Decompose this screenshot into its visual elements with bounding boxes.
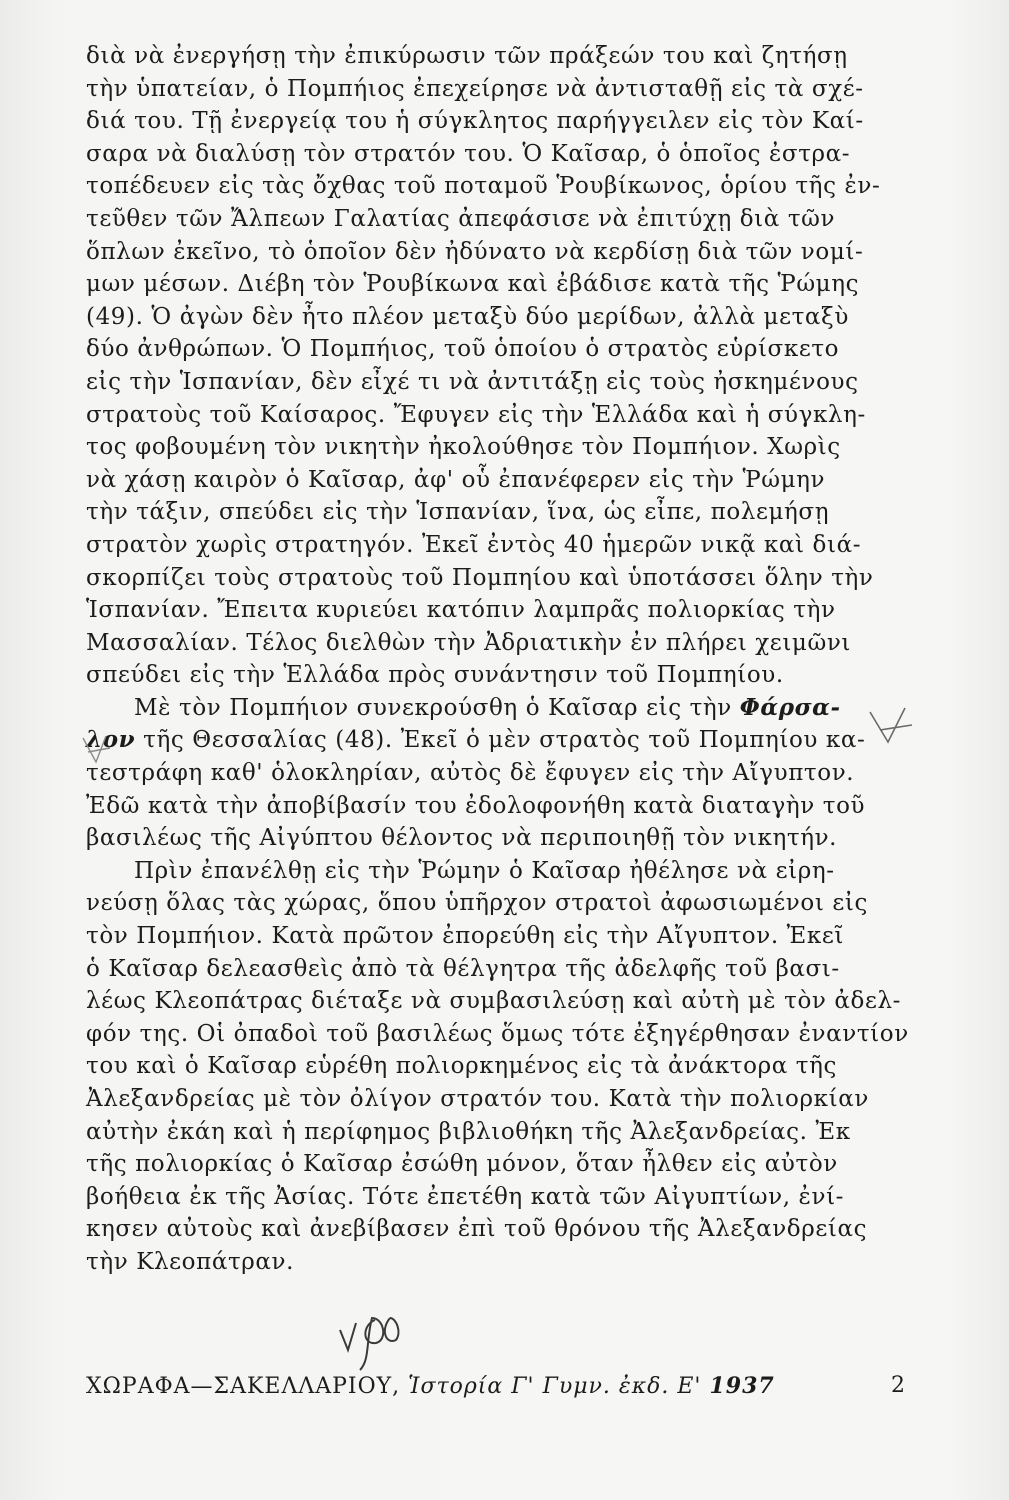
paragraph-3-line-1: Πρὶν ἐπανέλθῃ εἰς τὴν Ῥώμην ὁ Καῖσαρ ἠθέλησε νὰ εἰρη- <box>134 857 835 884</box>
text-line: νεύσῃ ὅλας τὰς χώρας, ὅπου ὑπῆρχον στρατοὶ ἀφωσιωμένοι εἰς <box>86 890 868 917</box>
footer-year: 1937 <box>709 1373 775 1399</box>
page-footer <box>86 1373 906 1399</box>
text-line: τοπέδευεν εἰς τὰς ὄχθας τοῦ ποταμοῦ Ῥουβίκωνος, ὁρίου τῆς ἐν- <box>86 173 881 200</box>
handwritten-signature-icon <box>340 1318 398 1370</box>
text-span: Μὲ τὸν Πομπήιον συνεκρούσθη ὁ Καῖσαρ εἰς τὴν <box>134 694 740 721</box>
text-line: σαρα νὰ διαλύσῃ τὸν στρατόν του. Ὁ Καῖσαρ, ὁ ὁποῖος ἐστρα- <box>86 140 851 167</box>
text-line: μων μέσων. Διέβη τὸν Ῥουβίκωνα καὶ ἐβάδισε κατὰ τῆς Ῥώμης <box>86 271 860 298</box>
text-span: τῆς Θεσσαλίας (48). Ἐκεῖ ὁ μὲν στρατὸς τοῦ Πομπηίου κα- <box>135 727 866 754</box>
text-line: φόν της. Οἱ ὀπαδοὶ τοῦ βασιλέως ὅμως τότε ἐξηγέρθησαν ἐναντίον <box>86 1020 909 1047</box>
text-line: Μασσαλίαν. Τέλος διελθὼν τὴν Ἀδριατικὴν ἐν πλήρει χειμῶνι <box>86 629 852 656</box>
text-line: του καὶ ὁ Καῖσαρ εὑρέθη πολιορκημένος εἰς τὰ ἀνάκτορα τῆς <box>86 1053 837 1080</box>
text-line: Ἱσπανίαν. Ἔπειτα κυριεύει κατόπιν λαμπρᾶς πολιορκίας τὴν <box>86 597 836 624</box>
text-line: αὐτὴν ἐκάη καὶ ἡ περίφημος βιβλιοθήκη τῆς Ἀλεξανδρείας. Ἐκ <box>86 1118 851 1145</box>
text-line: τὸν Πομπήιον. Κατὰ πρῶτον ἐπορεύθη εἰς τὴν Αἴγυπτον. Ἐκεῖ <box>86 923 844 950</box>
text-line: διὰ νὰ ἐνεργήσῃ τὴν ἐπικύρωσιν τῶν πράξεών του καὶ ζητήσῃ <box>86 43 848 69</box>
text-line: τῆς πολιορκίας ὁ Καῖσαρ ἐσώθη μόνον, ὅταν ἦλθεν εἰς αὐτὸν <box>86 1151 838 1178</box>
text-line: Ἀλεξανδρείας μὲ τὸν ὀλίγον στρατόν του. Κατὰ τὴν πολιορκίαν <box>86 1086 869 1112</box>
text-line: λέως Κλεοπάτρας διέταξε νὰ συμβασιλεύσῃ καὶ αὐτὴ μὲ τὸν ἀδελ- <box>86 988 902 1015</box>
text-line: δύο ἀνθρώπων. Ὁ Πομπήιος, τοῦ ὁποίου ὁ στρατὸς εὑρίσκετο <box>86 336 840 363</box>
text-line: στρατοὺς τοῦ Καίσαρος. Ἔφυγεν εἰς τὴν Ἑλλάδα καὶ ἡ σύγκλη- <box>86 401 866 428</box>
text-line: νὰ χάσῃ καιρὸν ὁ Καῖσαρ, ἀφ' οὗ ἐπανέφερεν εἰς τὴν Ῥώμην <box>86 466 826 493</box>
text-line: σκορπίζει τοὺς στρατοὺς τοῦ Πομπηίου καὶ ὑποτάσσει ὅλην τὴν <box>86 564 874 591</box>
text-line: τος φοβουμένη τὸν νικητὴν ἠκολούθησε τὸν Πομπήιον. Χωρὶς <box>86 434 841 461</box>
footer-reference: Ἱστορία Γ' Γυμν. ἐκδ. Ε' <box>408 1374 702 1399</box>
paragraph-2-line-1 <box>86 692 936 725</box>
text-line: τὴν ὑπατείαν, ὁ Πομπήιος ἐπεχείρησε νὰ ἀντισταθῇ εἰς τὰ σχέ- <box>86 75 864 102</box>
text-line: τεστράφη καθ' ὁλοκληρίαν, αὐτὸς δὲ ἔφυγεν εἰς τὴν Αἴγυπτον. <box>86 760 855 787</box>
text-line: κησεν αὐτοὺς καὶ ἀνεβίβασεν ἐπὶ τοῦ θρόνου τῆς Ἀλεξανδρείας <box>86 1216 868 1243</box>
text-line: Ἐδῶ κατὰ τὴν ἀποβίβασίν του ἐδολοφονήθη κατὰ διαταγὴν τοῦ <box>86 792 866 819</box>
text-line: σπεύδει εἰς τὴν Ἑλλάδα πρὸς συνάντησιν τοῦ Πομπηίου. <box>86 662 784 689</box>
text-line: ὁ Καῖσαρ δελεασθεὶς ἀπὸ τὰ θέλγητρα τῆς ἀδελφῆς τοῦ βασι- <box>86 955 840 982</box>
place-name-bold: Φάρσα- <box>739 693 841 721</box>
text-line: βασιλέως τῆς Αἰγύπτου θέλοντος νὰ περιποιηθῇ τὸν νικητήν. <box>86 825 838 852</box>
text-line: ὅπλων ἐκεῖνο, τὸ ὁποῖον δὲν ἠδύνατο νὰ κερδίσῃ διὰ τῶν νομί- <box>86 238 864 265</box>
page-number: 2 <box>891 1373 906 1398</box>
text-line: στρατὸν χωρὶς στρατηγόν. Ἐκεῖ ἐντὸς 40 ἡμερῶν νικᾷ καὶ διά- <box>86 531 862 558</box>
footer-citation <box>86 1373 775 1399</box>
text-line: διά του. Τῇ ἐνεργείᾳ του ἡ σύγκλητος παρήγγειλεν εἰς τὸν Καί- <box>86 108 864 135</box>
paragraph-2-line-2 <box>86 724 936 757</box>
text-line: τεῦθεν τῶν Ἄλπεων Γαλατίας ἀπεφάσισε νὰ ἐπιτύχῃ διὰ τῶν <box>86 205 836 232</box>
text-line: βοήθεια ἐκ τῆς Ἀσίας. Τότε ἐπετέθη κατὰ τῶν Αἰγυπτίων, ἐνί- <box>86 1183 845 1210</box>
text-line: τὴν Κλεοπάτραν. <box>86 1248 295 1275</box>
place-name-bold: λον <box>86 726 136 754</box>
footer-source: ΧΩΡΑΦΑ—ΣΑΚΕΛΛΑΡΙΟΥ, <box>86 1374 401 1399</box>
text-line: τὴν τάξιν, σπεύδει εἰς τὴν Ἱσπανίαν, ἵνα, ὡς εἶπε, πολεμήσῃ <box>86 499 830 526</box>
text-line: εἰς τὴν Ἱσπανίαν, δὲν εἶχέ τι νὰ ἀντιτάξῃ εἰς τοὺς ἠσκημένους <box>86 368 859 395</box>
text-line: (49). Ὁ ἀγὼν δὲν ἦτο πλέον μεταξὺ δύο μερίδων, ἀλλὰ μεταξὺ <box>86 303 849 330</box>
body-text <box>86 40 936 1279</box>
